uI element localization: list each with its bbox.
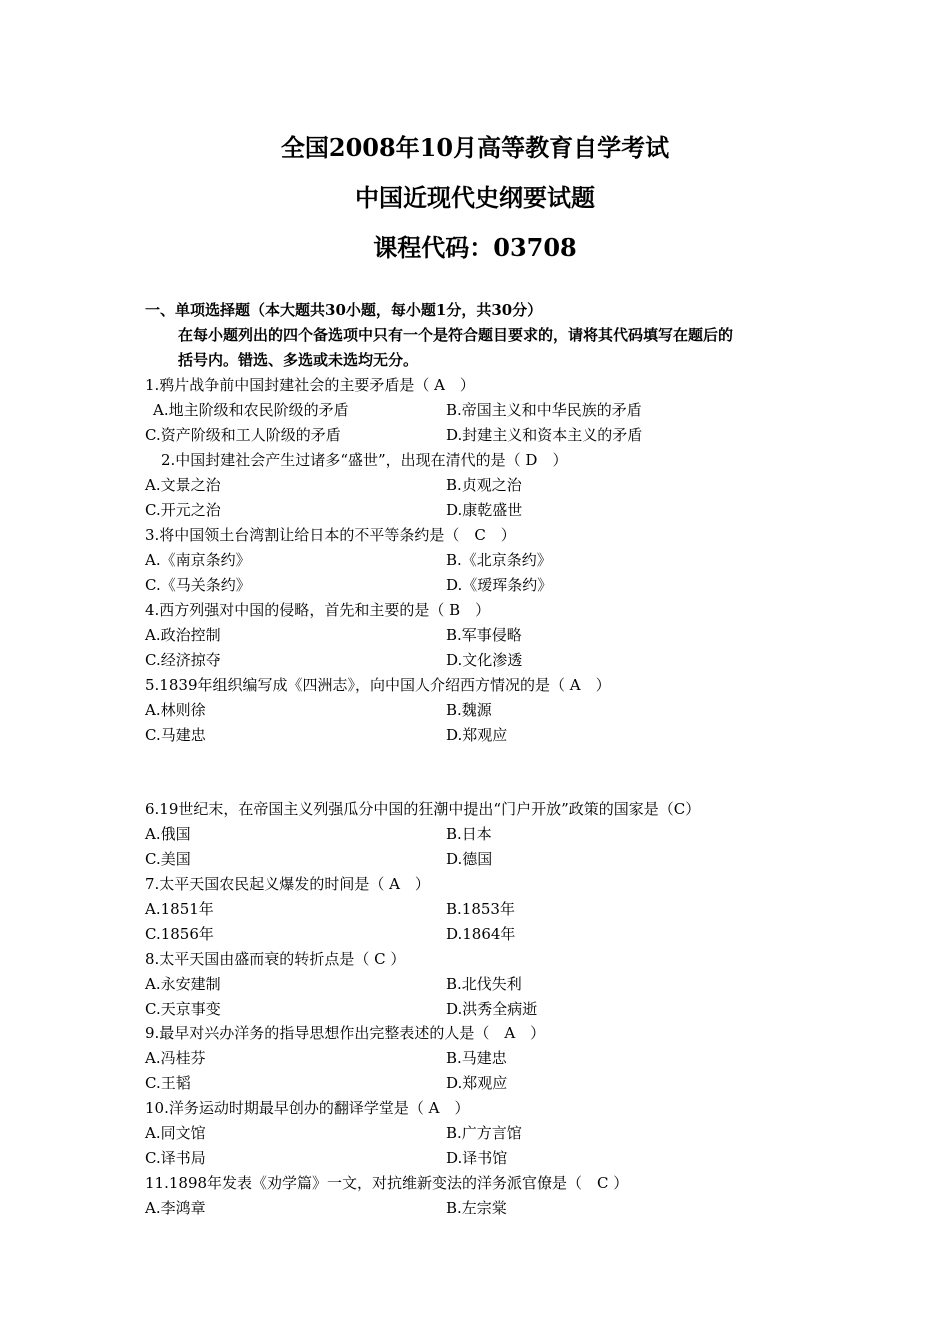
option-row [145,1048,845,1068]
option-c: C.经济掠夺 [145,651,221,669]
option-d: D.洪秀全病逝 [446,1000,538,1018]
option-b: B.《北京条约》 [446,551,552,569]
option-row [145,650,845,670]
exam-subject: 中国近现代史纲要试题 [355,183,595,212]
option-c: C.天京事变 [145,1000,221,1018]
question-stem: 2.中国封建社会产生过诸多“盛世”，出现在清代的是（ D ） [161,451,568,469]
question-stem: 5.1839年组织编写成《四洲志》，向中国人介绍西方情况的是（ A ） [145,676,611,694]
option-b: B.军事侵略 [446,626,522,644]
option-d: D.康乾盛世 [446,501,523,519]
option-d: D.《瑷珲条约》 [446,576,553,594]
option-a: A.《南京条约》 [145,551,251,569]
option-row [145,400,845,420]
option-a: A.俄国 [145,825,191,843]
question-stem: 4.西方列强对中国的侵略，首先和主要的是（ B ） [145,601,491,619]
option-c: C.开元之治 [145,501,221,519]
option-row [145,700,845,720]
option-b: B.贞观之治 [446,476,522,494]
option-row [145,849,845,869]
option-row [145,500,845,520]
option-row [145,1073,845,1093]
option-row [145,899,845,919]
option-c: C.译书局 [145,1149,206,1167]
option-b: B.马建忠 [446,1049,507,1067]
option-b: B.广方言馆 [446,1124,522,1142]
option-a: A.永安建制 [145,975,221,993]
option-d: D.郑观应 [446,1074,508,1092]
option-b: B.左宗棠 [446,1199,507,1217]
option-b: B.魏源 [446,701,492,719]
question-stem: 7.太平天国农民起义爆发的时间是（ A ） [145,875,430,893]
option-c: C.资产阶级和工人阶级的矛盾 [145,426,341,444]
question-stem: 6.19世纪末，在帝国主义列强瓜分中国的狂潮中提出“门户开放”政策的国家是（C） [145,800,701,818]
option-row [145,625,845,645]
question-stem: 11.1898年发表《劝学篇》一文，对抗维新变法的洋务派官僚是（ C ） [145,1174,629,1192]
option-d: D.文化渗透 [446,651,523,669]
section-instruction: 括号内。错选、多选或未选均无分。 [178,351,419,369]
option-a: A.林则徐 [145,701,206,719]
option-c: C.1856年 [145,925,214,943]
option-b: B.帝国主义和中华民族的矛盾 [446,401,642,419]
option-row [145,1123,845,1143]
option-d: D.封建主义和资本主义的矛盾 [446,426,643,444]
option-row [145,974,845,994]
option-d: D.郑观应 [446,726,508,744]
option-row [145,550,845,570]
option-c: C.马建忠 [145,726,206,744]
question-stem: 1.鸦片战争前中国封建社会的主要矛盾是（ A ） [145,376,475,394]
option-row [145,425,845,445]
option-a: A.李鸿章 [145,1199,206,1217]
option-a: A.1851年 [145,900,214,918]
option-a: A.冯桂芬 [145,1049,206,1067]
option-row [145,725,845,745]
option-a: A.同文馆 [145,1124,206,1142]
question-stem: 9.最早对兴办洋务的指导思想作出完整表述的人是（ A ） [145,1024,546,1042]
question-stem: 3.将中国领土台湾割让给日本的不平等条约是（ C ） [145,526,516,544]
option-a: A.地主阶级和农民阶级的矛盾 [153,401,349,419]
question-stem: 8.太平天国由盛而衰的转折点是（ C ） [145,950,406,968]
option-b: B.北伐失利 [446,975,522,993]
option-b: B.1853年 [446,900,515,918]
option-a: A.文景之治 [145,476,221,494]
option-row [145,924,845,944]
option-row [145,824,845,844]
option-b: B.日本 [446,825,492,843]
exam-title: 全国2008年10月高等教育自学考试 [280,133,670,162]
option-a: A.政治控制 [145,626,221,644]
section-instruction: 在每小题列出的四个备选项中只有一个是符合题目要求的，请将其代码填写在题后的 [178,326,734,344]
option-d: D.1864年 [446,925,516,943]
option-row [145,575,845,595]
option-d: D.译书馆 [446,1149,508,1167]
section-title: 一、单项选择题（本大题共30小题，每小题1分，共30分） [145,301,543,319]
option-row [145,999,845,1019]
option-row [145,1198,845,1218]
option-d: D.德国 [446,850,493,868]
option-c: C.《马关条约》 [145,576,251,594]
course-code: 课程代码：03708 [373,233,577,262]
option-c: C.王韬 [145,1074,191,1092]
question-stem: 10.洋务运动时期最早创办的翻译学堂是（ A ） [145,1099,470,1117]
option-row [145,1148,845,1168]
option-row [145,475,845,495]
option-c: C.美国 [145,850,191,868]
